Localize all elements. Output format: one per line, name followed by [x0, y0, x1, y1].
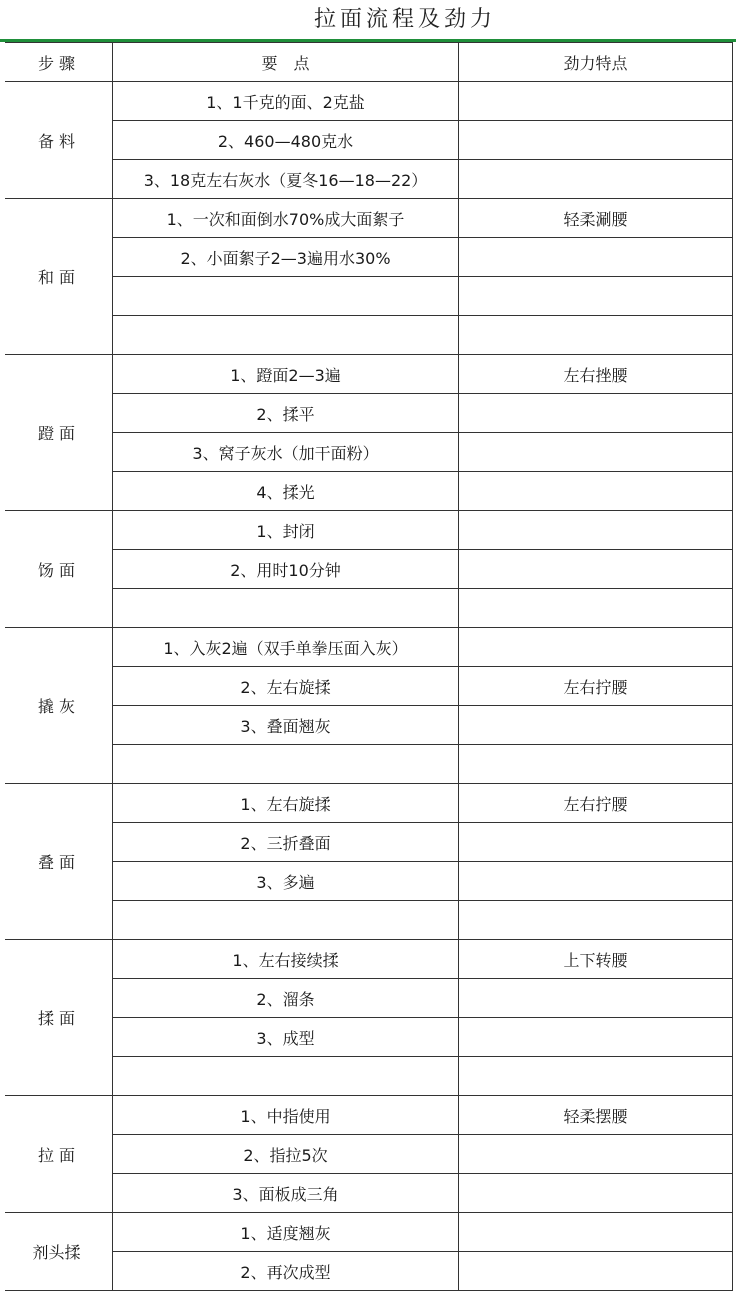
- table-row: [1, 199, 733, 238]
- force-cell[interactable]: [459, 1135, 733, 1174]
- force-cell[interactable]: [459, 862, 733, 901]
- table-row: [1, 82, 733, 121]
- force-cell[interactable]: [459, 1174, 733, 1213]
- point-cell[interactable]: 2、左右旋揉: [113, 667, 459, 706]
- point-cell[interactable]: 2、460—480克水: [113, 121, 459, 160]
- point-cell[interactable]: 4、揉光: [113, 472, 459, 511]
- point-cell[interactable]: 2、再次成型: [113, 1252, 459, 1291]
- point-cell[interactable]: [113, 745, 459, 784]
- point-cell[interactable]: 3、18克左右灰水（夏冬16—18—22）: [113, 160, 459, 199]
- step-cell[interactable]: 饧 面: [1, 511, 113, 628]
- force-cell[interactable]: 上下转腰: [459, 940, 733, 979]
- point-cell[interactable]: 1、蹬面2—3遍: [113, 355, 459, 394]
- point-cell[interactable]: [113, 277, 459, 316]
- step-cell[interactable]: 备 料: [1, 82, 113, 199]
- force-cell[interactable]: [459, 706, 733, 745]
- point-cell[interactable]: 1、1千克的面、2克盐: [113, 82, 459, 121]
- point-cell[interactable]: [113, 901, 459, 940]
- force-cell[interactable]: [459, 979, 733, 1018]
- point-cell[interactable]: 2、指拉5次: [113, 1135, 459, 1174]
- force-cell[interactable]: 轻柔摆腰: [459, 1096, 733, 1135]
- force-cell[interactable]: [459, 1252, 733, 1291]
- force-cell[interactable]: [459, 394, 733, 433]
- force-cell[interactable]: [459, 82, 733, 121]
- force-cell[interactable]: [459, 160, 733, 199]
- header-point[interactable]: 要 点: [113, 43, 459, 82]
- left-edge-mask: [0, 42, 5, 1304]
- force-cell[interactable]: [459, 433, 733, 472]
- force-cell[interactable]: [459, 1018, 733, 1057]
- point-cell[interactable]: 2、三折叠面: [113, 823, 459, 862]
- point-cell[interactable]: 3、多遍: [113, 862, 459, 901]
- force-cell[interactable]: [459, 472, 733, 511]
- point-cell[interactable]: [113, 589, 459, 628]
- point-cell[interactable]: 1、中指使用: [113, 1096, 459, 1135]
- header-force[interactable]: 劲力特点: [459, 43, 733, 82]
- table-row: [1, 1213, 733, 1252]
- force-cell[interactable]: [459, 1057, 733, 1096]
- point-cell[interactable]: 3、面板成三角: [113, 1174, 459, 1213]
- step-cell[interactable]: 剂头揉: [1, 1213, 113, 1291]
- point-cell[interactable]: 2、溜条: [113, 979, 459, 1018]
- step-cell[interactable]: 叠 面: [1, 784, 113, 940]
- force-cell[interactable]: [459, 121, 733, 160]
- point-cell[interactable]: 2、揉平: [113, 394, 459, 433]
- point-cell[interactable]: 1、入灰2遍（双手单拳压面入灰）: [113, 628, 459, 667]
- process-table: [0, 42, 733, 1291]
- force-cell[interactable]: [459, 1213, 733, 1252]
- force-cell[interactable]: 左右拧腰: [459, 667, 733, 706]
- table-row: [1, 511, 733, 550]
- point-cell[interactable]: 3、窝子灰水（加干面粉）: [113, 433, 459, 472]
- force-cell[interactable]: [459, 316, 733, 355]
- force-cell[interactable]: [459, 823, 733, 862]
- point-cell[interactable]: 1、适度翘灰: [113, 1213, 459, 1252]
- page-title: 拉面流程及劲力: [313, 7, 496, 32]
- point-cell[interactable]: 1、封闭: [113, 511, 459, 550]
- step-cell[interactable]: 蹬 面: [1, 355, 113, 511]
- force-cell[interactable]: [459, 277, 733, 316]
- header-step[interactable]: 步 骤: [1, 43, 113, 82]
- table-row: [1, 1096, 733, 1135]
- force-cell[interactable]: [459, 628, 733, 667]
- force-cell[interactable]: [459, 745, 733, 784]
- point-cell[interactable]: [113, 316, 459, 355]
- force-cell[interactable]: [459, 550, 733, 589]
- table-row: [1, 628, 733, 667]
- point-cell[interactable]: 1、左右接续揉: [113, 940, 459, 979]
- force-cell[interactable]: [459, 589, 733, 628]
- header-row: [1, 43, 733, 82]
- step-cell[interactable]: 撬 灰: [1, 628, 113, 784]
- step-cell[interactable]: 拉 面: [1, 1096, 113, 1213]
- table-body: [1, 82, 733, 1291]
- point-cell[interactable]: 1、一次和面倒水70%成大面絮子: [113, 199, 459, 238]
- point-cell[interactable]: 3、成型: [113, 1018, 459, 1057]
- point-cell[interactable]: 2、小面絮子2—3遍用水30%: [113, 238, 459, 277]
- force-cell[interactable]: 左右拧腰: [459, 784, 733, 823]
- force-cell[interactable]: [459, 238, 733, 277]
- table-row: [1, 940, 733, 979]
- force-cell[interactable]: 轻柔涮腰: [459, 199, 733, 238]
- point-cell[interactable]: 2、用时10分钟: [113, 550, 459, 589]
- point-cell[interactable]: [113, 1057, 459, 1096]
- point-cell[interactable]: 3、叠面翘灰: [113, 706, 459, 745]
- table-row: [1, 784, 733, 823]
- force-cell[interactable]: [459, 901, 733, 940]
- table-row: [1, 355, 733, 394]
- step-cell[interactable]: 揉 面: [1, 940, 113, 1096]
- force-cell[interactable]: 左右挫腰: [459, 355, 733, 394]
- force-cell[interactable]: [459, 511, 733, 550]
- point-cell[interactable]: 1、左右旋揉: [113, 784, 459, 823]
- step-cell[interactable]: 和 面: [1, 199, 113, 355]
